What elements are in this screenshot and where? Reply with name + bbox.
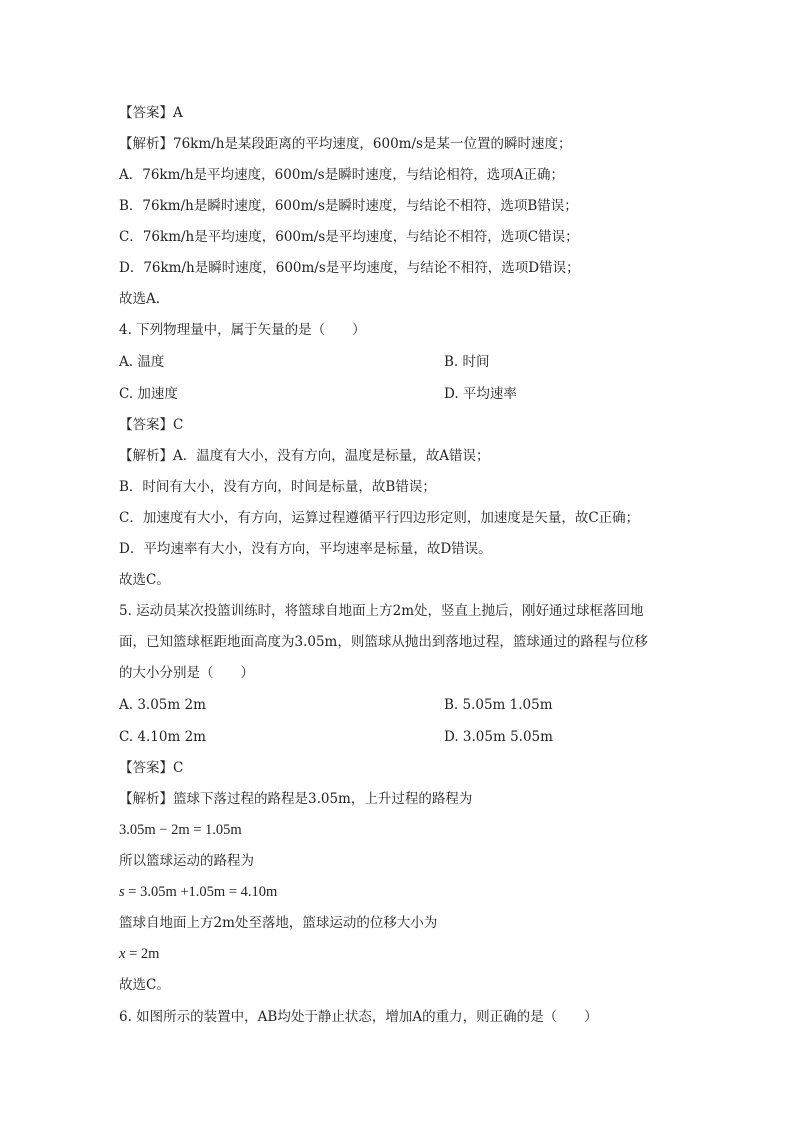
q5-equation-2 <box>119 882 277 902</box>
q4-conclusion: 故选C。 <box>119 572 170 588</box>
q5-text-path: 所以篮球运动的路程为 <box>119 853 254 869</box>
q3-option-b-explanation: B．76km/h是瞬时速度，600m/s是瞬时速度，与结论不相符，选项B错误； <box>119 198 578 214</box>
q5-equation-3-variable: x <box>119 946 126 962</box>
q3-conclusion: 故选A. <box>119 291 161 307</box>
q5-stem-line-3: 的大小分别是（ ） <box>119 665 254 681</box>
q5-stem-line-1: 5. 运动员某次投篮训练时，将篮球自地面上方2m处，竖直上抛后，刚好通过球框落回地 <box>119 603 644 619</box>
q3-option-a-explanation: A．76km/h是平均速度，600m/s是瞬时速度，与结论相符，选项A正确； <box>119 167 564 183</box>
q4-answer: 【答案】C <box>119 417 184 433</box>
q5-equation-3-rest: = 2m <box>125 946 160 962</box>
q6-stem: 6. 如图所示的装置中，AB均处于静止状态，增加A的重力，则正确的是（ ） <box>119 1009 598 1025</box>
q4-explanation-d: D．平均速率有大小，没有方向，平均速率是标量，故D错误。 <box>119 541 492 557</box>
q4-choice-b: B. 时间 <box>444 354 490 370</box>
q4-explanation-c: C．加速度有大小，有方向，运算过程遵循平行四边形定则，加速度是矢量，故C正确； <box>119 510 640 526</box>
q5-stem-line-2: 面，已知篮球框距地面高度为3.05m，则篮球从抛出到落地过程，篮球通过的路程与位移 <box>119 634 648 650</box>
q5-answer: 【答案】C <box>119 760 184 776</box>
q5-analysis: 【解析】篮球下落过程的路程是3.05m，上升过程的路程为 <box>119 791 473 807</box>
q4-choices-row-1 <box>119 352 164 372</box>
q4-analysis: 【解析】A．温度有大小，没有方向，温度是标量，故A错误； <box>119 448 490 464</box>
q5-equation-1: 3.05m − 2m = 1.05m <box>119 822 242 838</box>
q4-stem: 4. 下列物理量中，属于矢量的是（ ） <box>119 322 366 338</box>
q3-answer: 【答案】A <box>119 105 183 121</box>
q4-choice-d: D. 平均速率 <box>444 386 517 402</box>
q3-option-c-explanation: C．76km/h是平均速度，600m/s是平均速度，与结论不相符，选项C错误； <box>119 229 579 245</box>
q5-equation-3 <box>119 944 159 964</box>
q5-conclusion: 故选C。 <box>119 977 170 993</box>
q4-explanation-b: B．时间有大小，没有方向，时间是标量，故B错误； <box>119 479 436 495</box>
q4-choice-c: C. 加速度 <box>119 386 178 402</box>
q3-analysis: 【解析】76km/h是某段距离的平均速度，600m/s是某一位置的瞬时速度； <box>119 136 572 152</box>
q5-choice-c: C. 4.10m 2m <box>119 729 206 745</box>
q3-option-d-explanation: D．76km/h是瞬时速度，600m/s是平均速度，与结论不相符，选项D错误； <box>119 260 580 276</box>
q4-choice-a: A. 温度 <box>119 354 165 370</box>
q5-equation-2-rest: = 3.05m +1.05m = 4.10m <box>124 884 278 900</box>
q5-choice-b: B. 5.05m 1.05m <box>444 697 553 713</box>
q5-text-displacement: 篮球自地面上方2m处至落地，篮球运动的位移大小为 <box>119 915 438 931</box>
q5-choice-a: A. 3.05m 2m <box>119 697 206 713</box>
q5-choice-d: D. 3.05m 5.05m <box>444 729 553 745</box>
q5-equation-2-variable: s <box>119 884 125 900</box>
